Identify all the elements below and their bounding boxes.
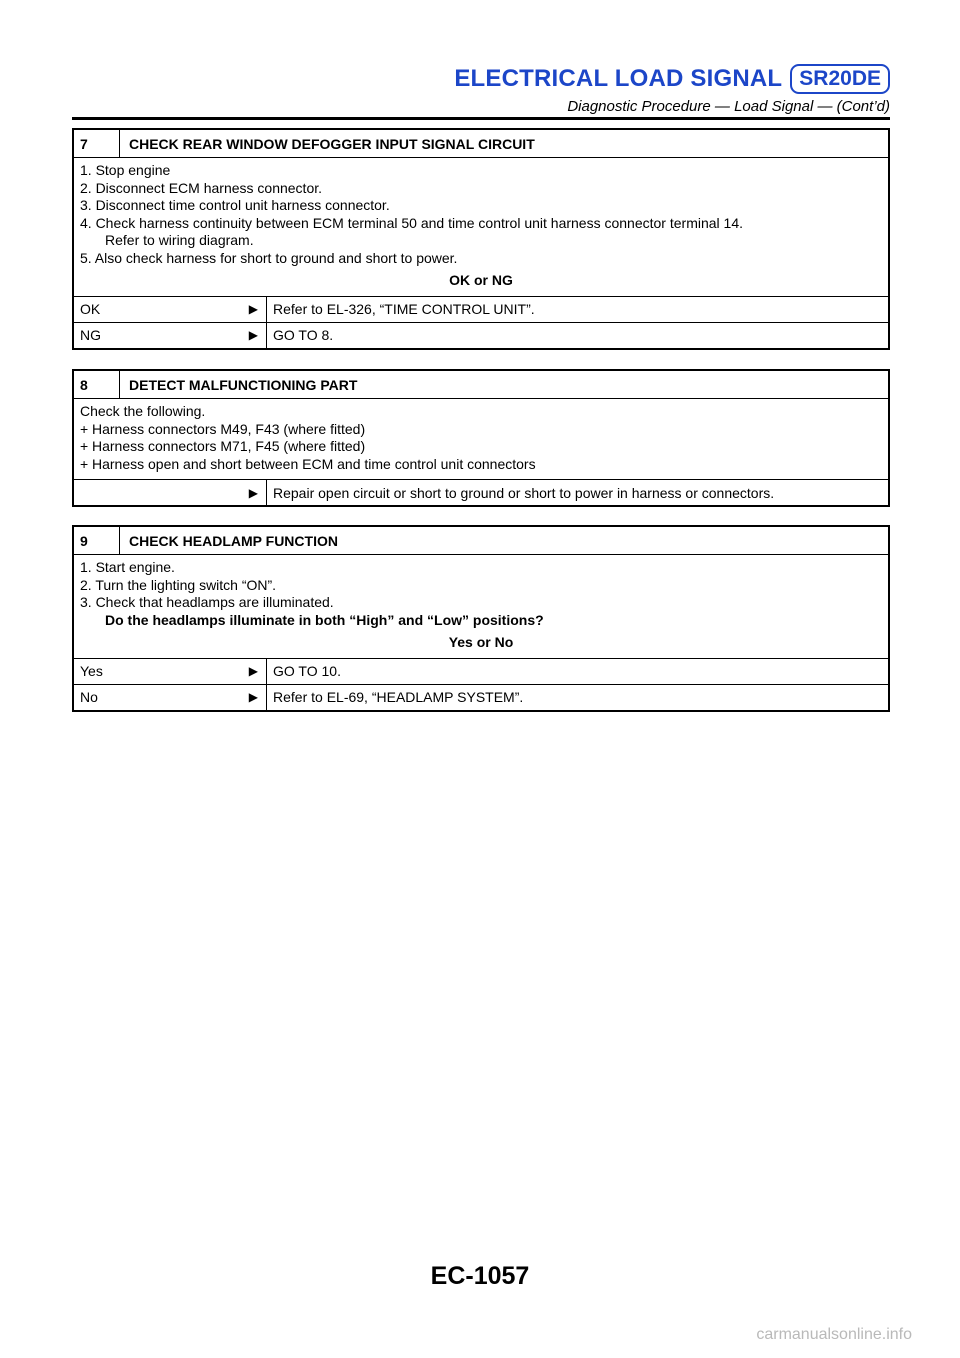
watermark: carmanualsonline.info [756,1326,912,1343]
result-row-ng [74,323,888,348]
decision-label: OK or NG [449,272,513,288]
instruction-line: 3. Disconnect time control unit harness connector. [80,197,390,213]
step-header [74,130,888,158]
procedure-step-9 [72,525,890,712]
header-rule [72,117,890,120]
instruction-line: 1. Stop engine [80,162,171,178]
question-line: Do the headlamps illuminate in both “High” and “Low” positions? [105,611,544,628]
step-number: 9 [74,527,120,554]
result-action: Refer to EL-326, “TIME CONTROL UNIT”. [273,301,535,317]
step-number: 7 [74,130,120,157]
instruction-line: 5. Also check harness for short to ground and short to power. [80,249,458,266]
step-number: 8 [74,371,120,398]
page-header [72,64,890,120]
bullet-item [80,438,882,456]
step-body [74,158,888,297]
result-row-yes [74,659,888,685]
instruction-line: 1. Start engine. [80,559,175,575]
result-label-cell [74,480,267,505]
result-action: GO TO 10. [273,663,341,679]
instruction-line: 3. Check that headlamps are illuminated. [80,594,334,610]
right-pointer-icon: ▶ [248,485,258,500]
bullet-text: Harness connectors M71, F45 (where fitted) [92,438,366,454]
title-row [72,64,890,94]
instruction-line: 2. Disconnect ECM harness connector. [80,179,323,196]
result-label-cell [74,323,267,348]
result-label: Yes [80,663,103,679]
procedure-step-8 [72,369,890,507]
result-action: Refer to EL-69, “HEADLAMP SYSTEM”. [273,689,524,705]
procedure-step-7 [72,128,890,350]
step-header [74,527,888,555]
result-action: Repair open circuit or short to ground or short to power in harness or connectors. [273,484,775,501]
instruction-line: Refer to wiring diagram. [105,232,254,248]
section-subtitle: Diagnostic Procedure — Load Signal — (Cont’d) [567,98,890,115]
decision-label: Yes or No [448,634,514,650]
bullet-item [80,456,882,474]
right-pointer-icon: ▶ [248,690,258,704]
step-header [74,371,888,399]
instruction-line: 4. Check harness continuity between ECM terminal 50 and time control unit harness connector terminal 14. [80,214,744,231]
section-title: ELECTRICAL LOAD SIGNAL [454,65,783,92]
result-label: OK [80,301,101,317]
result-label: No [80,689,98,705]
circle-plus-icon: + [80,438,89,454]
right-pointer-icon: ▶ [248,664,258,678]
bullet-text: Harness connectors M49, F43 (where fitted) [92,420,366,437]
step-body [74,555,888,659]
step-body [74,399,888,480]
right-pointer-icon: ▶ [248,302,258,316]
result-label: NG [80,327,101,343]
result-label-cell [74,659,267,684]
result-row-no [74,685,888,710]
result-label-cell [74,685,267,710]
step-heading: CHECK REAR WINDOW DEFOGGER INPUT SIGNAL CIRCUIT [129,135,535,152]
step-heading: DETECT MALFUNCTIONING PART [129,376,358,393]
page-number: EC-1057 [430,1262,530,1290]
result-action: GO TO 8. [273,327,334,343]
bullet-text: Harness open and short between ECM and time control unit connectors [92,455,536,472]
engine-badge: SR20DE [790,64,890,94]
circle-plus-icon: + [80,455,89,472]
step-heading: CHECK HEADLAMP FUNCTION [129,532,338,549]
bullet-item [80,421,882,439]
result-label-cell [74,297,267,322]
instruction-line: Check the following. [80,403,206,419]
right-pointer-icon: ▶ [248,328,258,342]
result-row [74,480,888,505]
result-row-ok [74,297,888,323]
instruction-line: 2. Turn the lighting switch “ON”. [80,576,277,593]
circle-plus-icon: + [80,420,89,437]
